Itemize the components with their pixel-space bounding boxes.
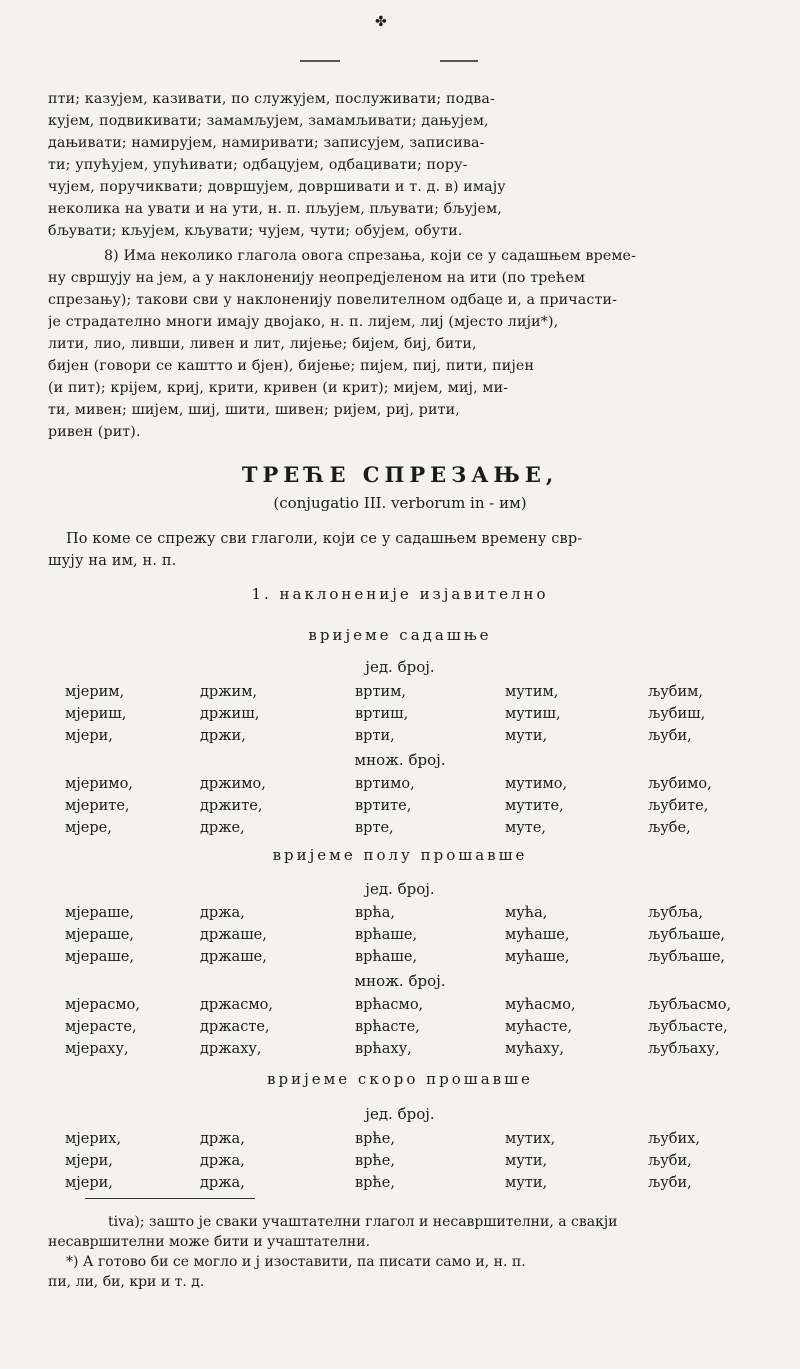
table-cell: љубите, — [648, 798, 709, 814]
table-row — [0, 798, 800, 820]
text-line: је страдателно многи имају двојако, н. п. лијем, лиј (мјесто лији*), — [48, 314, 559, 330]
table-cell: љубљаше, — [648, 927, 726, 943]
table-cell: држасте, — [200, 1019, 270, 1035]
table-cell: држаху, — [200, 1041, 262, 1057]
table-row — [0, 1019, 800, 1041]
present-heading: вријеме садашње — [308, 626, 492, 644]
footnote-line: tiva); зашто је сваки учаштателни глагол и несавршителни, а свакји — [108, 1214, 618, 1230]
table-row — [0, 1175, 800, 1197]
table-cell: врћа, — [355, 905, 396, 921]
table-cell: држаше, — [200, 949, 267, 965]
mood-heading: 1. наклоненије изјавително — [251, 585, 549, 603]
present-plural-table — [0, 776, 800, 842]
text-line: ну свршују на јем, а у наклоненију неопредјеленом на ити (по трећем — [48, 270, 586, 286]
table-cell: мућасмо, — [505, 997, 576, 1013]
footnotes — [48, 1212, 778, 1292]
text-line: дањивати; намирујем, намиривати; записујем, записива- — [48, 135, 485, 151]
text-line: кујем, подвикивати; замамљујем, замамљивати; дањујем, — [48, 113, 489, 129]
table-cell: мутиш, — [505, 706, 561, 722]
table-cell: мућаше, — [505, 927, 570, 943]
text-line: неколика на увати и на ути, н. п. пљујем, пљувати; бљујем, — [48, 201, 502, 217]
table-cell: врће, — [355, 1175, 395, 1191]
table-cell: држите, — [200, 798, 263, 814]
table-cell: врће, — [355, 1131, 395, 1147]
table-cell: мјеримо, — [65, 776, 133, 792]
table-cell: мутите, — [505, 798, 564, 814]
table-cell: држа, — [200, 1153, 245, 1169]
table-cell: мјере, — [65, 820, 112, 836]
text-line: спрезању); такови сви у наклоненију повелителном одбаце и, а причасти- — [48, 292, 618, 308]
table-cell: љуби, — [648, 728, 692, 744]
footnote-line: *) А готово би се могло и ј изоставити, па писати само и, н. п. — [66, 1254, 526, 1270]
table-cell: љуби, — [648, 1175, 692, 1191]
table-cell: држа, — [200, 1131, 245, 1147]
table-cell: држим, — [200, 684, 258, 700]
text-line: шују на им, н. п. — [48, 553, 177, 569]
section-intro — [48, 528, 778, 572]
top-rule-left — [300, 60, 340, 62]
table-cell: љубља, — [648, 905, 703, 921]
table-cell: мути, — [505, 1153, 548, 1169]
table-row — [0, 684, 800, 706]
table-cell: љубих, — [648, 1131, 700, 1147]
table-cell: вртиш, — [355, 706, 409, 722]
imperfect-heading: вријеме полу прошавше — [272, 846, 528, 864]
table-cell: мутим, — [505, 684, 559, 700]
table-cell: мутимо, — [505, 776, 568, 792]
present-plural-label: множ. број. — [354, 751, 446, 769]
footnote-line: несавршителни може бити и учаштателни. — [48, 1234, 371, 1250]
table-row — [0, 1041, 800, 1063]
table-row — [0, 1153, 800, 1175]
table-row — [0, 1131, 800, 1153]
table-cell: љуби, — [648, 1153, 692, 1169]
table-cell: мућаху, — [505, 1041, 565, 1057]
table-row — [0, 949, 800, 971]
table-row — [0, 776, 800, 798]
paragraph-note-8 — [48, 245, 778, 443]
imperfect-plural-table — [0, 997, 800, 1063]
table-cell: држа, — [200, 1175, 245, 1191]
table-cell: мјераху, — [65, 1041, 129, 1057]
table-cell: мјерасте, — [65, 1019, 137, 1035]
table-cell: врћаше, — [355, 927, 418, 943]
table-cell: вртим, — [355, 684, 407, 700]
table-row — [0, 905, 800, 927]
table-row — [0, 728, 800, 750]
present-singular-label: јед. број. — [365, 658, 435, 676]
table-cell: љубиш, — [648, 706, 706, 722]
table-row — [0, 706, 800, 728]
table-cell: мућаше, — [505, 949, 570, 965]
imperfect-singular-table — [0, 905, 800, 971]
table-cell: мјериш, — [65, 706, 127, 722]
section-subtitle: (conjugatio III. verborum in - им) — [273, 494, 527, 512]
table-cell: врти, — [355, 728, 395, 744]
table-cell: вртите, — [355, 798, 412, 814]
text-line: бљувати; кљујем, кљувати; чујем, чути; обујем, обути. — [48, 223, 463, 239]
table-cell: мјераше, — [65, 949, 134, 965]
text-line: 8) Има неколико глагола овога спрезања, који се у садашњем време- — [104, 248, 637, 264]
footnote-line: пи, ли, би, кри и т. д. — [48, 1274, 205, 1290]
table-cell: држаше, — [200, 927, 267, 943]
text-line: По коме се спрежу сви глаголи, који се у садашњем времену свр- — [66, 531, 583, 547]
text-line: ривен (рит). — [48, 424, 141, 440]
section-title: ТРЕЋЕ СПРЕЗАЊЕ, — [241, 462, 559, 487]
table-cell: вртимо, — [355, 776, 415, 792]
table-cell: љубљаше, — [648, 949, 726, 965]
table-cell: љубљасте, — [648, 1019, 728, 1035]
text-line: ти; упућујем, упућивати; одбацујем, одбацивати; пору- — [48, 157, 468, 173]
table-cell: држи, — [200, 728, 246, 744]
printer-ornament: ✤ — [375, 14, 387, 30]
table-cell: мућасте, — [505, 1019, 573, 1035]
table-row — [0, 927, 800, 949]
table-cell: љубљаху, — [648, 1041, 720, 1057]
text-line: бијен (говори се каштто и бјен), бијење; пијем, пиј, пити, пијен — [48, 358, 535, 374]
top-rule-right — [440, 60, 478, 62]
paragraph-verb-examples — [48, 88, 778, 242]
table-cell: мјерих, — [65, 1131, 122, 1147]
present-singular-table — [0, 684, 800, 750]
aorist-heading: вријеме скоро прошавше — [267, 1070, 533, 1088]
table-cell: мјерасмо, — [65, 997, 141, 1013]
table-cell: љубим, — [648, 684, 704, 700]
table-cell: врте, — [355, 820, 394, 836]
table-cell: љубљасмо, — [648, 997, 732, 1013]
table-cell: мутих, — [505, 1131, 556, 1147]
text-line: чујем, поручиквати; довршујем, довршивати и т. д. в) имају — [48, 179, 506, 195]
table-cell: мјераше, — [65, 905, 134, 921]
text-line: лити, лио, ливши, ливен и лит, лијење; бијем, биј, бити, — [48, 336, 477, 352]
table-cell: држасмо, — [200, 997, 273, 1013]
table-cell: држимо, — [200, 776, 266, 792]
table-cell: држиш, — [200, 706, 260, 722]
aorist-singular-label: јед. број. — [365, 1105, 435, 1123]
table-cell: мути, — [505, 1175, 548, 1191]
text-line: ти, мивен; шијем, шиј, шити, шивен; ријем, риј, рити, — [48, 402, 460, 418]
table-cell: муте, — [505, 820, 547, 836]
table-cell: мјери, — [65, 1175, 113, 1191]
table-cell: врћаше, — [355, 949, 418, 965]
table-cell: мјери, — [65, 1153, 113, 1169]
table-cell: мјери, — [65, 728, 113, 744]
imperfect-singular-label: јед. број. — [365, 880, 435, 898]
text-line: (и пит); крijeм, криј, крити, кривен (и крит); мијем, миј, ми- — [48, 380, 509, 396]
text-line: пти; казујем, казивати, по служујем, послуживати; подва- — [48, 91, 495, 107]
table-cell: врћасмо, — [355, 997, 424, 1013]
table-cell: мјераше, — [65, 927, 134, 943]
table-cell: љубе, — [648, 820, 691, 836]
table-cell: врће, — [355, 1153, 395, 1169]
table-row — [0, 820, 800, 842]
table-cell: мућа, — [505, 905, 548, 921]
imperfect-plural-label: множ. број. — [354, 972, 446, 990]
table-cell: мјерите, — [65, 798, 130, 814]
table-cell: љубимо, — [648, 776, 712, 792]
table-cell: врћасте, — [355, 1019, 420, 1035]
table-cell: мути, — [505, 728, 548, 744]
table-cell: мјерим, — [65, 684, 125, 700]
table-cell: држе, — [200, 820, 245, 836]
aorist-singular-table — [0, 1131, 800, 1197]
table-cell: врћаху, — [355, 1041, 412, 1057]
table-cell: држа, — [200, 905, 245, 921]
table-row — [0, 997, 800, 1019]
footnote-rule — [85, 1198, 255, 1199]
